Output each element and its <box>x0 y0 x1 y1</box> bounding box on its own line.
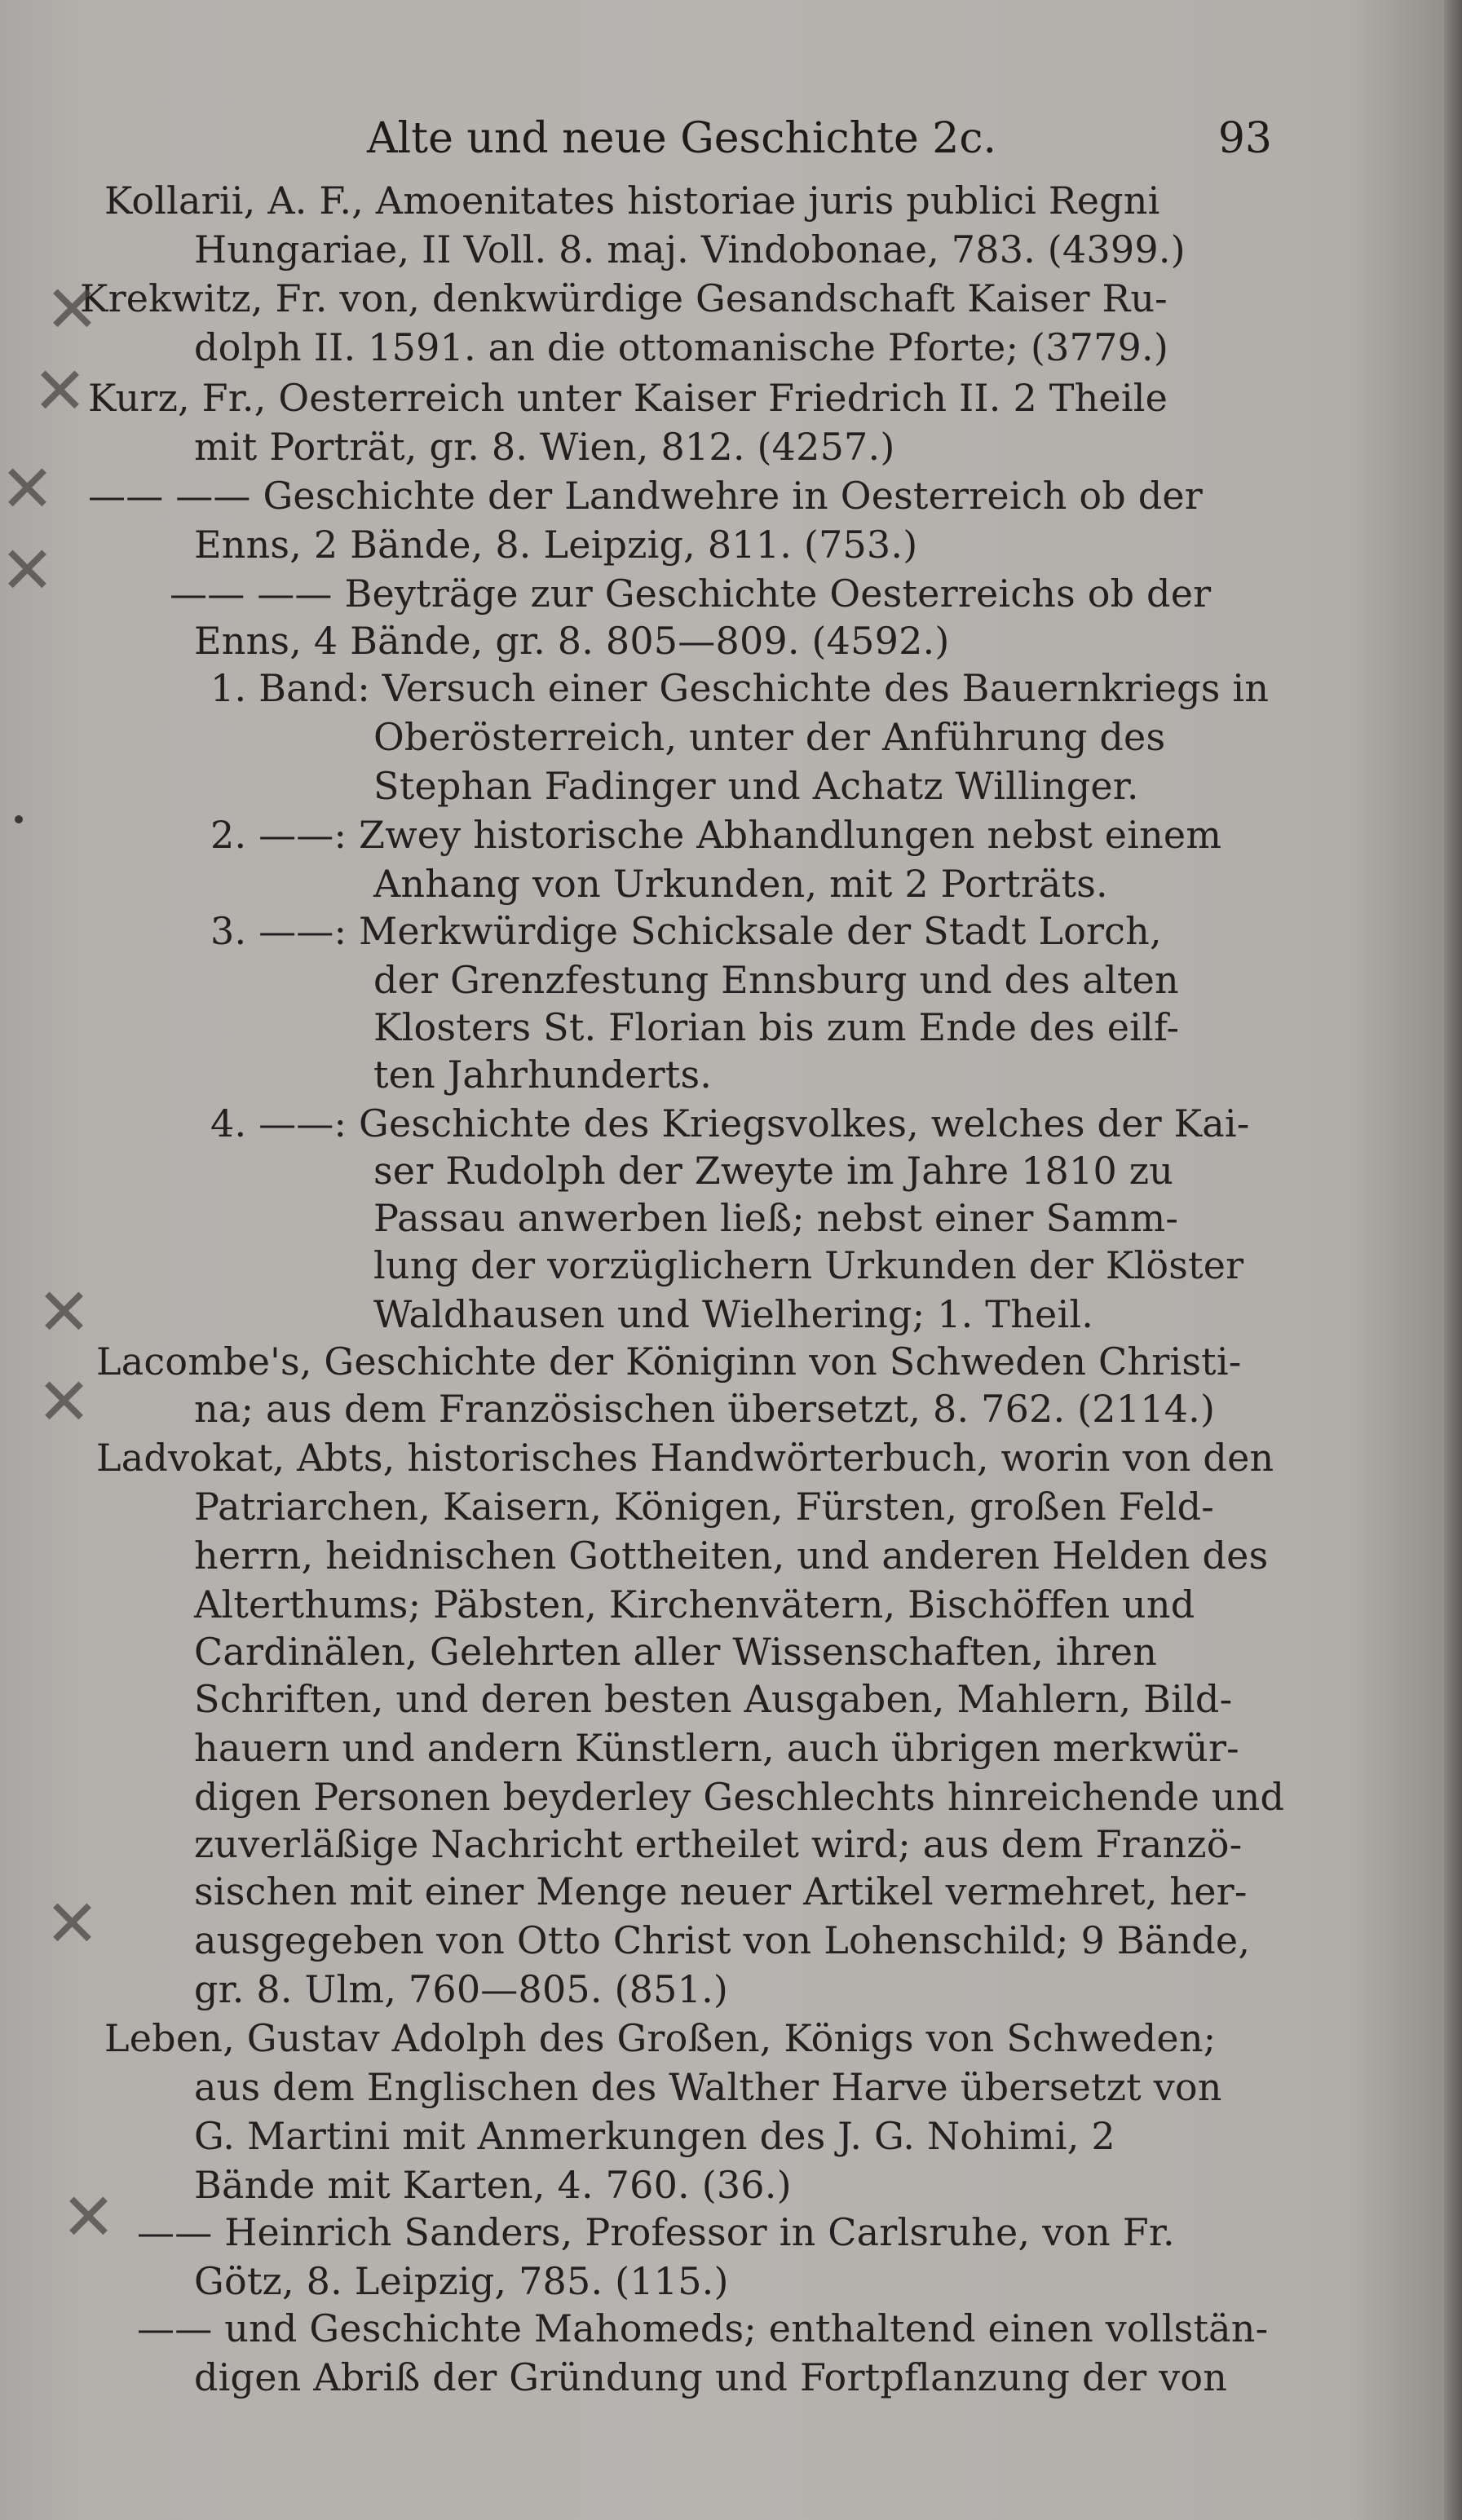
entry-line: herrn, heidnischen Gottheiten, und anderen Helden des <box>194 1534 1269 1578</box>
entry-line: Lacombe's, Geschichte der Königinn von Schweden Christi- <box>96 1339 1242 1384</box>
entry-line: Stephan Fadinger und Achatz Willinger. <box>373 764 1139 808</box>
entry-line: zuverläßige Nachricht ertheilet wird; aus dem Franzö- <box>194 1822 1243 1866</box>
entry-line: sischen mit einer Menge neuer Artikel vermehret, her- <box>194 1869 1248 1913</box>
entry-line: G. Martini mit Anmerkungen des J. G. Nohimi, 2 <box>194 2114 1115 2158</box>
entry-line: Oberösterreich, unter der Anführung des <box>373 715 1166 759</box>
page-number: 93 <box>1217 114 1272 163</box>
entry-line: Klosters St. Florian bis zum Ende des eilf- <box>373 1005 1180 1049</box>
running-head: Alte und neue Geschichte 2c. <box>367 114 997 163</box>
entry-line: Bände mit Karten, 4. 760. (36.) <box>194 2163 792 2207</box>
pencil-cross-mark: ✕ <box>0 532 55 608</box>
pencil-cross-mark: ✕ <box>37 1364 92 1440</box>
entry-line: 3. ——: Merkwürdige Schicksale der Stadt Lorch, <box>210 909 1162 953</box>
entry-line: Cardinälen, Gelehrten aller Wissenschaften, ihren <box>194 1630 1158 1674</box>
pencil-cross-mark: ✕ <box>45 1886 100 1962</box>
pencil-cross-mark: ✕ <box>33 353 88 429</box>
entry-line: digen Personen beyderley Geschlechts hinreichende und <box>194 1775 1285 1819</box>
entry-line: digen Abriß der Gründung und Fortpflanzung der von <box>194 2355 1228 2399</box>
pencil-cross-mark: ✕ <box>0 451 55 527</box>
entry-line: Hungariae, II Voll. 8. maj. Vindobonae, 783. (4399.) <box>194 227 1186 271</box>
entry-line: —— —— Geschichte der Landwehre in Oesterreich ob der <box>88 474 1203 518</box>
entry-line: 2. ——: Zwey historische Abhandlungen nebst einem <box>210 813 1222 857</box>
entry-line: hauern und andern Künstlern, auch übrigen merkwür- <box>194 1726 1239 1770</box>
entry-line: —— —— Beyträge zur Geschichte Oesterreichs ob der <box>170 572 1212 616</box>
entry-line: gr. 8. Ulm, 760—805. (851.) <box>194 1967 729 2011</box>
entry-line: ausgegeben von Otto Christ von Lohenschild; 9 Bände, <box>194 1918 1251 1962</box>
entry-line: dolph II. 1591. an die ottomanische Pforte; (3779.) <box>194 325 1168 369</box>
pencil-cross-mark: ✕ <box>61 2179 117 2255</box>
pencil-cross-mark: ✕ <box>37 1274 92 1350</box>
entry-line: der Grenzfestung Ennsburg und des alten <box>373 958 1179 1002</box>
entry-line: Patriarchen, Kaisern, Königen, Fürsten, großen Feld- <box>194 1485 1215 1529</box>
entry-line: 4. ——: Geschichte des Kriegsvolkes, welches der Kai- <box>210 1101 1250 1145</box>
entry-line: Kollarii, A. F., Amoenitates historiae juris publici Regni <box>104 179 1160 223</box>
entry-line: na; aus dem Französischen übersetzt, 8. 762. (2114.) <box>194 1387 1216 1431</box>
entry-line: Ladvokat, Abts, historisches Handwörterbuch, worin von den <box>96 1436 1274 1480</box>
entry-line: Leben, Gustav Adolph des Großen, Königs von Schweden; <box>104 2016 1217 2060</box>
entry-line: Anhang von Urkunden, mit 2 Porträts. <box>373 862 1108 906</box>
entry-line: Waldhausen und Wielhering; 1. Theil. <box>373 1292 1094 1336</box>
entry-line: ser Rudolph der Zweyte im Jahre 1810 zu <box>373 1149 1174 1193</box>
entry-line: Götz, 8. Leipzig, 785. (115.) <box>194 2259 729 2303</box>
entry-line: —— und Geschichte Mahomeds; enthaltend einen vollstän- <box>137 2306 1269 2350</box>
entry-line: Kurz, Fr., Oesterreich unter Kaiser Friedrich II. 2 Theile <box>88 376 1168 420</box>
entry-line: —— Heinrich Sanders, Professor in Carlsruhe, von Fr. <box>137 2210 1175 2254</box>
pencil-cross-mark: ✕ <box>45 271 100 347</box>
entry-line: mit Porträt, gr. 8. Wien, 812. (4257.) <box>194 425 895 469</box>
entry-line: ten Jahrhunderts. <box>373 1053 713 1097</box>
entry-line: aus dem Englischen des Walther Harve übersetzt von <box>194 2065 1222 2109</box>
entry-line: 1. Band: Versuch einer Geschichte des Bauernkriegs in <box>210 666 1270 710</box>
entry-line: Krekwitz, Fr. von, denkwürdige Gesandschaft Kaiser Ru- <box>80 276 1168 320</box>
entry-line: lung der vorzüglichern Urkunden der Klöster <box>373 1243 1244 1287</box>
ink-speck <box>15 815 23 823</box>
entry-line: Schriften, und deren besten Ausgaben, Mahlern, Bild- <box>194 1677 1233 1721</box>
entry-line: Alterthums; Päbsten, Kirchenvätern, Bischöffen und <box>194 1582 1195 1626</box>
entry-line: Passau anwerben ließ; nebst einer Samm- <box>373 1196 1179 1240</box>
entry-line: Enns, 2 Bände, 8. Leipzig, 811. (753.) <box>194 523 918 567</box>
entry-line: Enns, 4 Bände, gr. 8. 805—809. (4592.) <box>194 619 950 663</box>
